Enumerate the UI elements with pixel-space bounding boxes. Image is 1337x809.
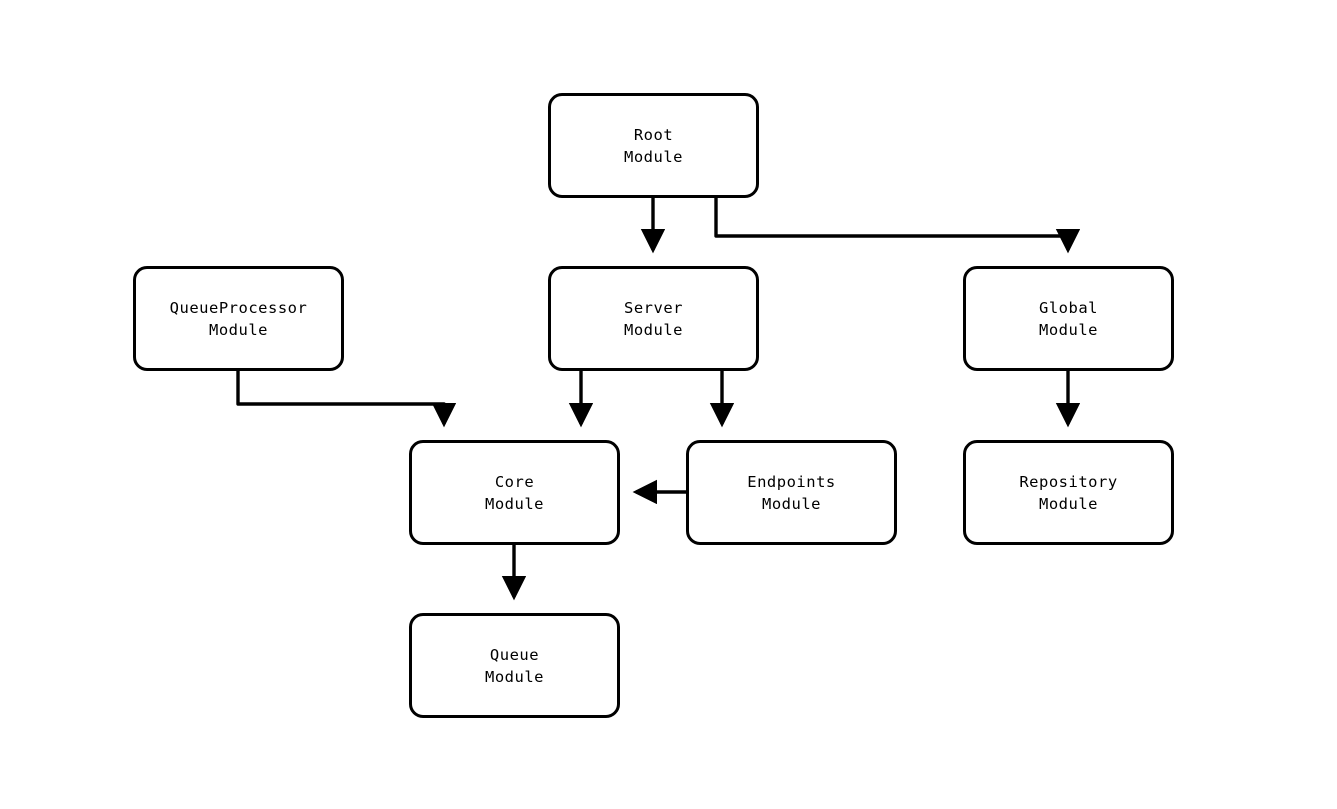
node-root-module[interactable] [548,93,759,198]
node-label-line2: Module [485,667,544,686]
node-label-line2: Module [485,494,544,513]
node-queue-module[interactable] [409,613,620,718]
node-label-line2: Module [624,320,683,339]
node-label-line1: Queue [489,645,540,664]
node-label-line1: Repository [1019,472,1118,491]
node-label-line1: Core [494,472,535,491]
node-label-line1: Server [624,298,683,317]
edge-queueprocessor-to-core [238,371,444,424]
node-core-module[interactable] [409,440,620,545]
node-label-line2: Module [1039,494,1098,513]
node-label-line1: QueueProcessor [169,298,308,317]
node-queueprocessor-module[interactable] [133,266,344,371]
node-endpoints-module[interactable] [686,440,897,545]
node-repository-module[interactable] [963,440,1174,545]
node-label-line2: Module [624,147,683,166]
node-label-line2: Module [1039,320,1098,339]
node-label-line2: Module [209,320,268,339]
node-label-line1: Endpoints [747,472,836,491]
edge-root-to-global [716,198,1068,250]
node-label-line2: Module [762,494,821,513]
node-label-line1: Global [1039,298,1098,317]
node-server-module[interactable] [548,266,759,371]
node-global-module[interactable] [963,266,1174,371]
node-label-line1: Root [633,125,674,144]
